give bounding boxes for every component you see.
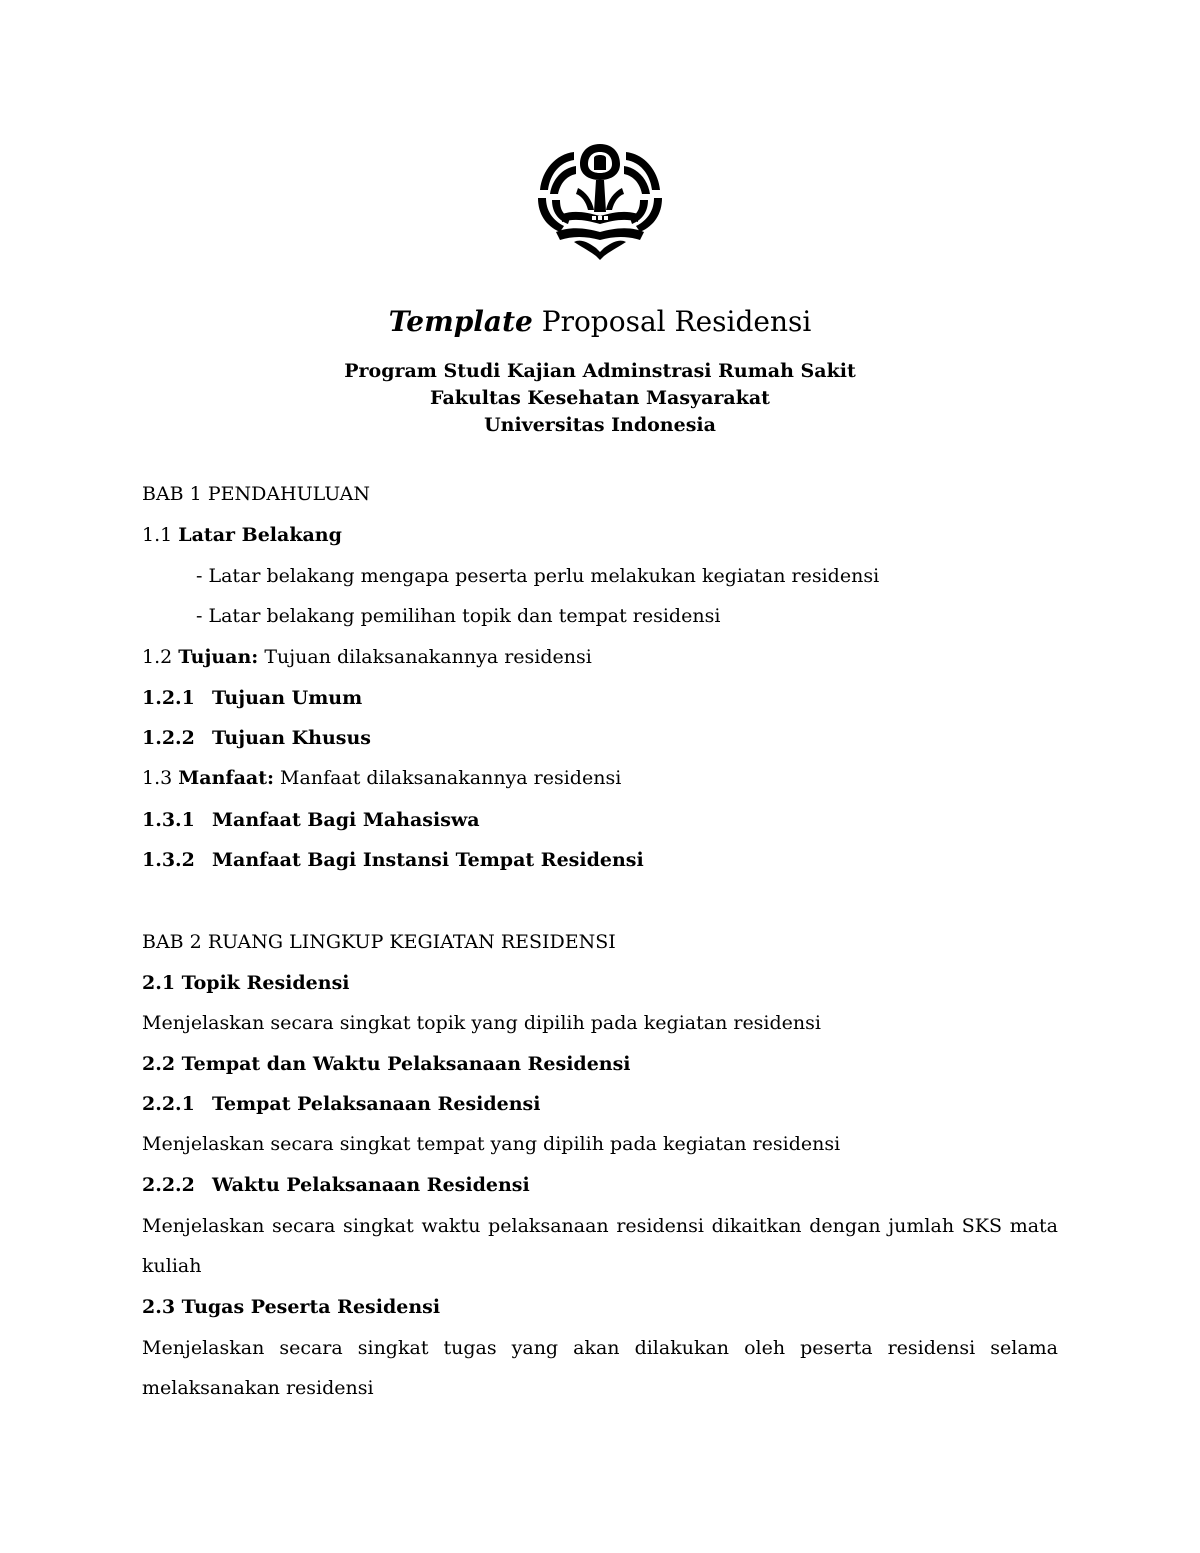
section-2-3-title: 2.3 Tugas Peserta Residensi [142, 1296, 441, 1318]
section-1-3-2 [142, 847, 644, 873]
section-number: 1.3.2 [142, 849, 195, 871]
section-2-2-2 [142, 1172, 530, 1198]
section-title: Waktu Pelaksanaan Residensi [212, 1174, 530, 1196]
bullet-item: - Latar belakang mengapa peserta perlu melakukan kegiatan residensi [196, 565, 880, 587]
title-rest: Proposal Residensi [532, 305, 812, 338]
section-number: 1.3 [142, 767, 179, 789]
section-title: Manfaat Bagi Instansi Tempat Residensi [212, 849, 644, 871]
section-title: Tujuan: [178, 646, 259, 668]
section-text: Tujuan dilaksanakannya residensi [258, 646, 592, 668]
section-number: 1.2.2 [142, 727, 195, 749]
section-title: Latar Belakang [178, 524, 342, 546]
document-title [0, 302, 1200, 342]
section-text: Manfaat dilaksanakannya residensi [274, 767, 622, 789]
section-title: Tujuan Umum [212, 687, 363, 709]
section-2-3-text: Menjelaskan secara singkat tugas yang akan dilakukan oleh peserta residensi selama melaksanakan residensi [142, 1337, 1058, 1399]
section-title: Tempat Pelaksanaan Residensi [212, 1093, 541, 1115]
institution-program: Program Studi Kajian Adminstrasi Rumah Sakit [344, 360, 856, 382]
section-1-1 [142, 522, 342, 548]
section-number: 2.2.2 [142, 1174, 195, 1196]
section-1-2-2 [142, 725, 371, 751]
section-number: 1.3.1 [142, 809, 195, 831]
section-2-2-1-text: Menjelaskan secara singkat tempat yang dipilih pada kegiatan residensi [142, 1133, 841, 1155]
section-1-2-1 [142, 685, 362, 711]
bab2-heading: BAB 2 RUANG LINGKUP KEGIATAN RESIDENSI [142, 931, 616, 953]
title-italic: Template [388, 305, 533, 338]
section-2-1-text: Menjelaskan secara singkat topik yang dipilih pada kegiatan residensi [142, 1012, 821, 1034]
section-number: 1.2 [142, 646, 179, 668]
section-title: Tujuan Khusus [212, 727, 371, 749]
section-2-2-title: 2.2 Tempat dan Waktu Pelaksanaan Residensi [142, 1053, 631, 1075]
section-2-1-title: 2.1 Topik Residensi [142, 972, 350, 994]
section-2-2-1 [142, 1091, 540, 1117]
section-1-2 [142, 644, 592, 670]
section-title: Manfaat: [178, 767, 275, 789]
section-number: 2.2.1 [142, 1093, 195, 1115]
institution-university: Universitas Indonesia [484, 414, 716, 436]
institution-block [0, 358, 1200, 439]
section-title: Manfaat Bagi Mahasiswa [212, 809, 480, 831]
section-2-2-2-text: Menjelaskan secara singkat waktu pelaksanaan residensi dikaitkan dengan jumlah SKS mata kuliah [142, 1215, 1058, 1277]
bab1-heading: BAB 1 PENDAHULUAN [142, 483, 370, 505]
section-1-3 [142, 765, 621, 791]
institution-faculty: Fakultas Kesehatan Masyarakat [430, 387, 770, 409]
bullet-item: - Latar belakang pemilihan topik dan tempat residensi [196, 605, 721, 627]
section-number: 1.2.1 [142, 687, 195, 709]
section-1-3-1 [142, 807, 480, 833]
section-number: 1.1 [142, 524, 179, 546]
university-logo [534, 140, 666, 266]
